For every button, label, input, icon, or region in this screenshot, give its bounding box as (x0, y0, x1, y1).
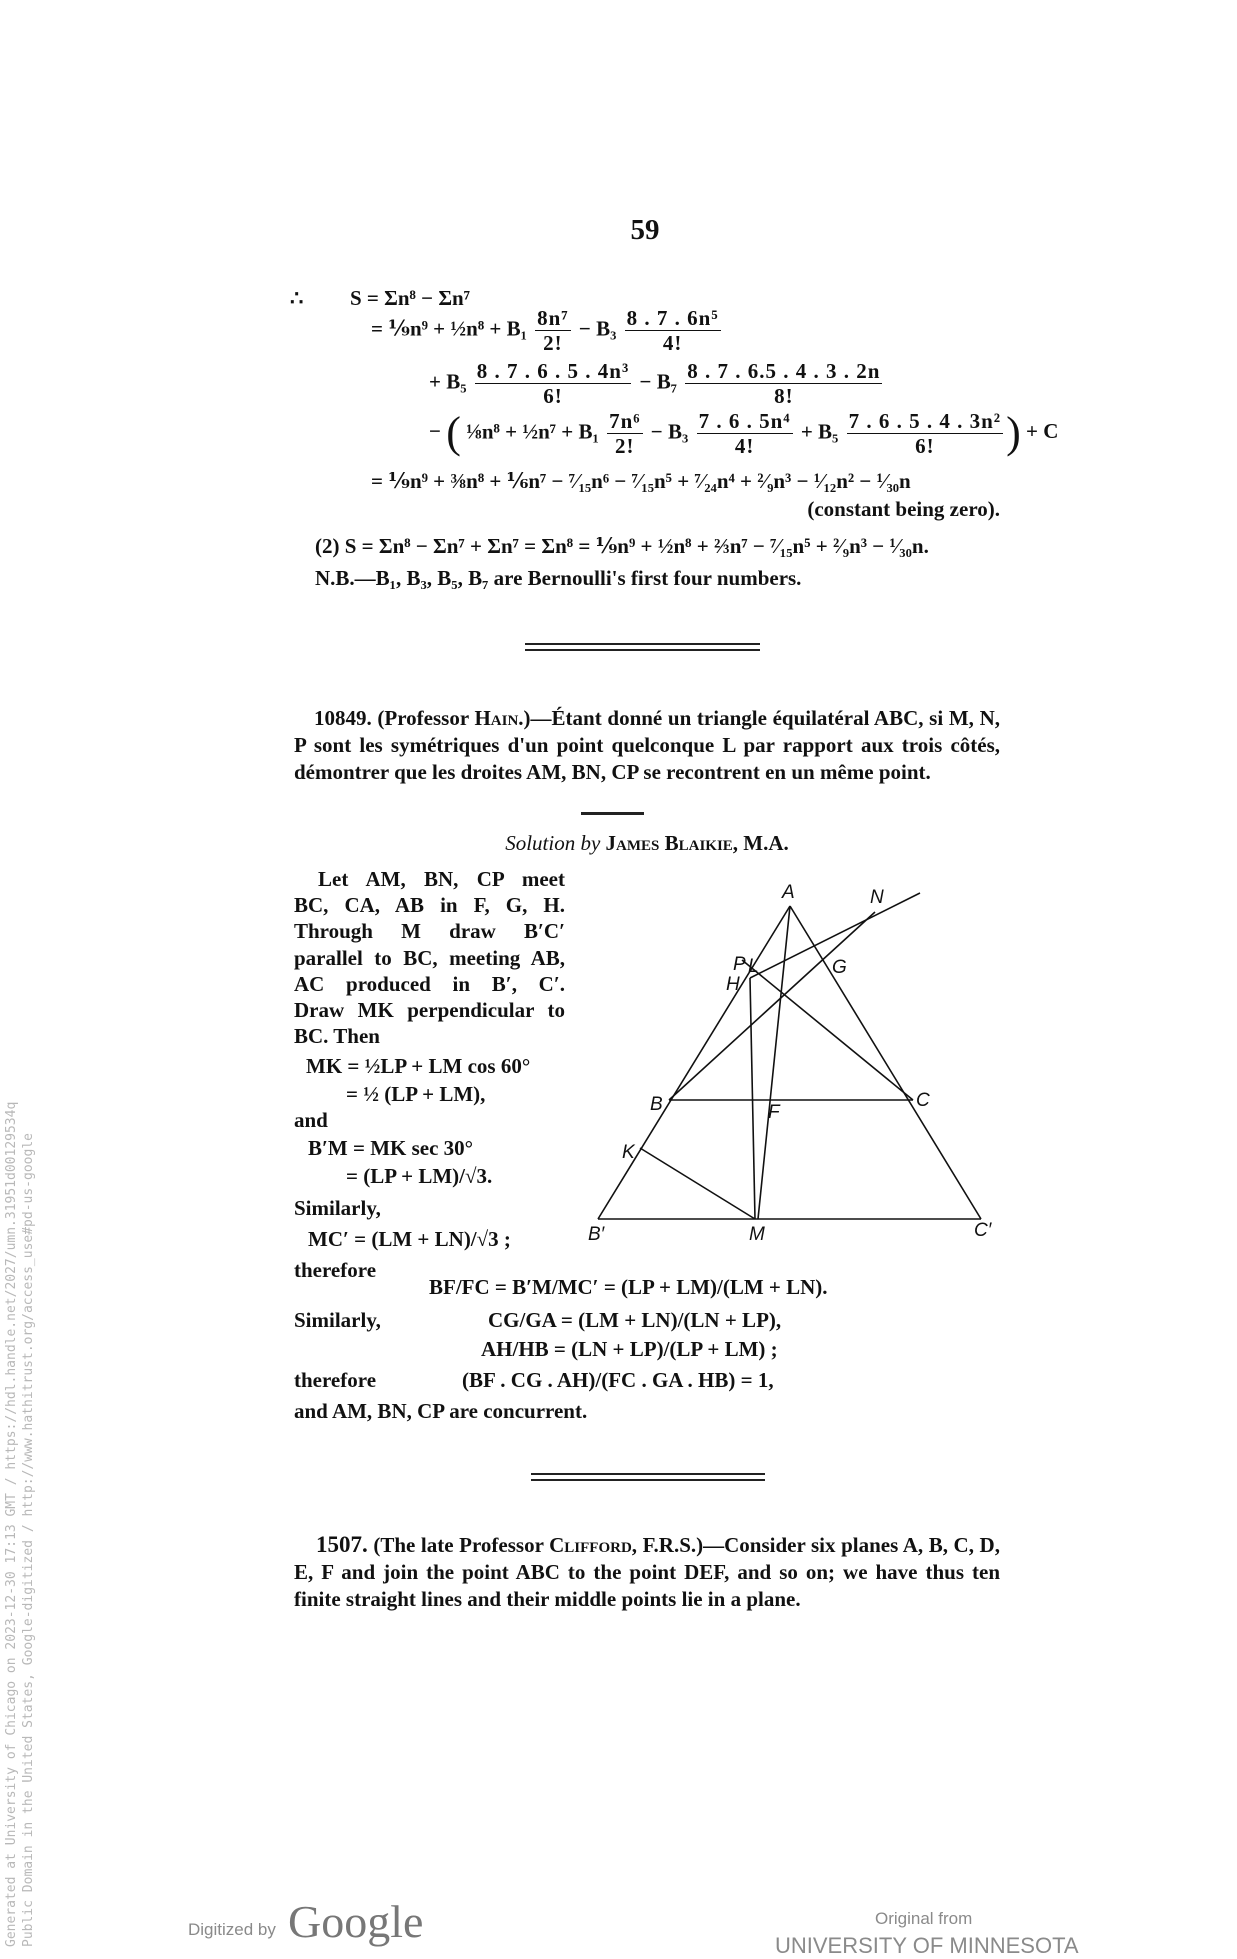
solution-line: therefore (294, 1258, 377, 1282)
math-text: − B₃ (573, 316, 622, 341)
solution-by: Solution by (505, 831, 601, 855)
constant-note: (constant being zero). (807, 497, 1000, 521)
label-f: F (768, 1102, 780, 1123)
denominator: 2! (615, 434, 635, 459)
denominator: 4! (662, 331, 683, 356)
solution-line: parallel to BC, meeting AB, (294, 946, 565, 970)
author-suffix: .)— (518, 706, 552, 730)
author-name: Clifford (549, 1533, 632, 1557)
math-text: ⅛n⁸ + ½n⁷ + B₁ (460, 419, 605, 444)
math-text: = ⅑n⁹ + ½n⁸ + B₁ (371, 316, 533, 341)
math-text: + B₅ (429, 369, 472, 394)
numerator: 8 . 7 . 6 . 5 . 4n³ (476, 359, 630, 383)
author-name: Hain (474, 706, 519, 730)
label-n: N (870, 887, 884, 908)
institution-name: UNIVERSITY OF MINNESOTA (775, 1933, 1079, 1958)
therefore-label: therefore (294, 1368, 377, 1392)
denominator: 6! (543, 384, 563, 409)
equation-ah-hb: AH/HB = (LN + LP)/(LP + LM) ; (481, 1337, 778, 1361)
line-a-cprime (790, 906, 981, 1219)
google-logo: Google (288, 1896, 424, 1947)
solution-equation: B′M = MK sec 30° (308, 1136, 474, 1160)
parenthesis: ( (446, 408, 461, 458)
page-number: 59 (630, 214, 660, 246)
label-l: L (748, 956, 759, 977)
author-prefix: (The late Professor (373, 1533, 550, 1557)
section-divider (531, 1473, 765, 1475)
watermark-line: Public Domain in the United States, Google-digitized / http://www.hathitrust.org/access_use#pd-us-google (21, 1133, 36, 1947)
solution-equation: = (LP + LM)/√3. (346, 1164, 493, 1188)
watermark-line: Generated at University of Chicago on 2023-12-30 17:13 GMT / https://hdl.handle.net/2027/umn.31951d00129534q (4, 1101, 19, 1947)
equation-product: (BF . CG . AH)/(FC . GA . HB) = 1, (462, 1368, 774, 1392)
solution-equation: = ½ (LP + LM), (346, 1082, 486, 1106)
solution-line: Draw MK perpendicular to (294, 998, 565, 1022)
digitized-by-label: Digitized by (188, 1920, 276, 1939)
equation-bf-fc: BF/FC = B′M/MC′ = (LP + LM)/(LM + LN). (429, 1275, 828, 1299)
line-lm (750, 978, 755, 1219)
parenthesis: ) (1006, 408, 1021, 458)
label-b: B (650, 1094, 663, 1115)
equation-line-1: S = Σn⁸ − Σn⁷ (350, 286, 471, 310)
numerator: 8n⁷ (537, 306, 569, 330)
label-m: M (749, 1224, 765, 1245)
solution-equation: MK = ½LP + LM cos 60° (306, 1054, 531, 1078)
section-divider (531, 1479, 765, 1481)
numerator: 8 . 7 . 6.5 . 4 . 3 . 2n (687, 359, 881, 383)
numerator: 7 . 6 . 5 . 4 . 3n² (848, 409, 1002, 433)
numerator: 8 . 7 . 6n⁵ (626, 306, 719, 330)
solution-line: BC, CA, AB in F, G, H. (294, 893, 565, 917)
author-prefix: (Professor (377, 706, 475, 730)
question-text: Étant donné un triangle équilatéral ABC, si M, N, P sont les symétriques d'un point quelconque L par rapport aux trois côtés, démontrer que les droites AM, BN, CP se recontrent en un même point. (294, 706, 1000, 784)
original-from-label: Original from (875, 1909, 973, 1928)
solution-line: Let AM, BN, CP meet (318, 867, 565, 891)
question-number: 1507. (316, 1532, 368, 1557)
line-pc (742, 960, 913, 1100)
label-p: P (733, 954, 746, 975)
conclusion: and AM, BN, CP are concurrent. (294, 1399, 588, 1423)
label-c-prime: C′ (974, 1220, 992, 1241)
label-a: A (782, 882, 795, 903)
math-text: − ( (429, 408, 461, 458)
line-am (758, 906, 790, 1219)
line-a-bprime (598, 906, 790, 1219)
numerator: 7n⁶ (609, 409, 641, 433)
line-bn (669, 912, 875, 1100)
therefore-symbol: ∴ (290, 286, 304, 310)
label-b-prime: B′ (588, 1224, 605, 1245)
equation-cg-ga: CG/GA = (LM + LN)/(LN + LP), (488, 1308, 782, 1332)
solution-line: Through M draw B′C′ (294, 919, 565, 943)
label-g: G (832, 957, 847, 978)
numerator: 7 . 6 . 5n⁴ (698, 409, 791, 433)
label-h: H (726, 974, 740, 995)
equation-line-7: (2) S = Σn⁸ − Σn⁷ + Σn⁷ = Σn⁸ = ⅑n⁹ + ½n⁸ + ⅔n⁷ − ⁷⁄₁₅n⁵ + ²⁄₉n³ − ¹⁄₃₀n. (315, 534, 929, 558)
solver-degree: , M.A. (732, 831, 789, 855)
solution-equation: MC′ = (LM + LN)/√3 ; (308, 1227, 511, 1251)
denominator: 6! (915, 434, 935, 459)
math-text: + B₅ (795, 419, 844, 444)
label-k: K (622, 1142, 635, 1163)
hathitrust-watermark (3, 947, 37, 1947)
math-text: − B₃ (645, 419, 694, 444)
solution-line: AC produced in B′, C′. (294, 972, 565, 996)
denominator: 8! (774, 384, 794, 409)
solver-name: James Blaikie (605, 831, 733, 855)
solution-line: Similarly, (294, 1196, 381, 1220)
solution-line: and (294, 1108, 328, 1132)
similarly-label: Similarly, (294, 1308, 381, 1332)
question-1507 (294, 1531, 1000, 1613)
math-text: − B₇ (634, 369, 683, 394)
bernoulli-note: N.B.—B₁, B₃, B₅, B₇ are Bernoulli's first four numbers. (315, 566, 802, 590)
author-suffix: , F.R.S.)— (631, 1533, 725, 1557)
solution-line: BC. Then (294, 1024, 380, 1048)
denominator: 2! (543, 331, 563, 356)
math-text: ) + C (1006, 408, 1059, 458)
denominator: 4! (734, 434, 755, 459)
question-text: Consider six planes A, B, C, D, E, F and join the point ABC to the point DEF, and so on; we have thus ten finite straight lines and their middle points lie in a plane. (294, 1533, 1000, 1611)
line-mk (640, 1148, 755, 1219)
equation-line-5: = ⅑n⁹ + ⅜n⁸ + ⅙n⁷ − ⁷⁄₁₅n⁶ − ⁷⁄₁₅n⁵ + ⁷⁄₂₄n⁴ + ²⁄₉n³ − ¹⁄₁₂n² − ¹⁄₃₀n (371, 469, 911, 493)
question-number: 10849. (314, 706, 372, 730)
label-c: C (916, 1090, 930, 1111)
